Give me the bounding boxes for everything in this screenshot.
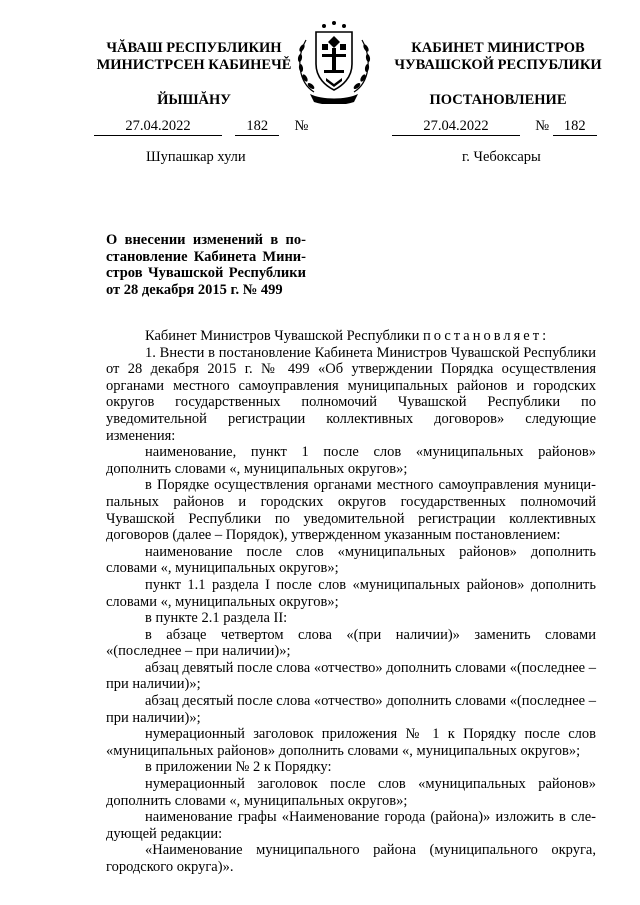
body-paragraph: в приложении № 2 к Порядку: [145,759,332,776]
subject-line: О внесении изменений в по- [106,232,306,248]
number-sign-left: № [294,118,309,134]
header-right-doc-type: ПОСТАНОВЛЕНИЕ [429,92,567,108]
body-paragraph: наименование графы «Наименование города (района)» изложить в следующей редакции: [106,809,596,842]
header-right [378,40,618,109]
chuvash-coat-of-arms-icon [292,18,376,104]
header-left-doc-type: ЙЫШĂНУ [157,92,231,108]
subject-line: от 28 декабря 2015 г. № 499 [106,281,283,298]
body-paragraph: 1. Внести в постановление Кабинета Министров Чувашской Республики от 28 декабря 2015 г. № 499 «Об утверждении Порядка осуществления органами местного самоуправления муниципальных районов и городских округов государственных полномочий Чувашской Республики по уведомительной регистрации коллективных договоров» следующие изменения: [106,344,596,444]
number-line-left [94,118,308,136]
body-paragraph: в пункте 2.1 раздела II: [145,610,288,627]
number-sign-right: № [535,118,550,134]
intro-resolves: постановляет: [422,328,550,344]
body-paragraph: нумерационный заголовок после слов «муниципальных районов» дополнить словами «, муниципальных округов»; [106,776,596,809]
place-left: Шупашкар хули [146,149,246,165]
subject-line: стров Чувашской Республики [106,265,306,281]
header-left-line2: МИНИСТРСЕН КАБИНЕЧĚ [96,57,292,73]
body-paragraph: наименование, пункт 1 после слов «муниципальных районов» дополнить словами «, муниципальных округов»; [106,444,596,477]
document-body [106,328,596,876]
body-paragraph: абзац девятый после слова «отчество» дополнить словами «(последнее – при наличии)»; [106,659,596,693]
header-left-line1: ЧĂВАШ РЕСПУБЛИКИН [106,40,282,56]
body-paragraph: наименование после слов «муниципальных районов» дополнить словами «, муниципальных округов»; [106,543,596,577]
body-paragraph: пункт 1.1 раздела I после слов «муниципальных районов» дополнить словами «, муниципальных округов»; [106,576,596,610]
body-paragraph: абзац десятый после слова «отчество» дополнить словами «(последнее – при наличии)»; [106,693,596,726]
body-paragraph: нумерационный заголовок приложения № 1 к Порядку после слов «муниципальных районов» дополнить словами «, муниципальных округов»; [106,726,596,759]
number-left: 182 [235,118,279,136]
header-right-line2: ЧУВАШСКОЙ РЕСПУБЛИКИ [394,57,602,73]
intro-text: Кабинет Министров Чувашской Республики [145,328,423,344]
date-left: 27.04.2022 [94,118,222,136]
body-paragraph: в абзаце четвертом слова «(при наличии)» заменить словами «(последнее – при наличии)»; [106,626,596,660]
body-intro [106,328,596,345]
place-right: г. Чебоксары [462,149,541,165]
body-paragraph: в Порядке осуществления органами местного самоуправления муниципальных районов и городских округов государственных полномочий Чувашской Республики по уведомительной регистрации коллективных договоров (далее – Порядок), утвержденном указанным постановлением: [106,477,596,544]
subject-line: становление Кабинета Мини- [106,248,306,265]
header-left [74,40,314,109]
header-right-line1: КАБИНЕТ МИНИСТРОВ [411,40,585,56]
number-line-right [392,118,597,136]
document-subject [106,232,306,298]
date-right: 27.04.2022 [392,118,520,136]
body-paragraph: «Наименование муниципального района (муниципального округа, городского округа)». [106,842,596,875]
number-right: 182 [553,118,597,136]
